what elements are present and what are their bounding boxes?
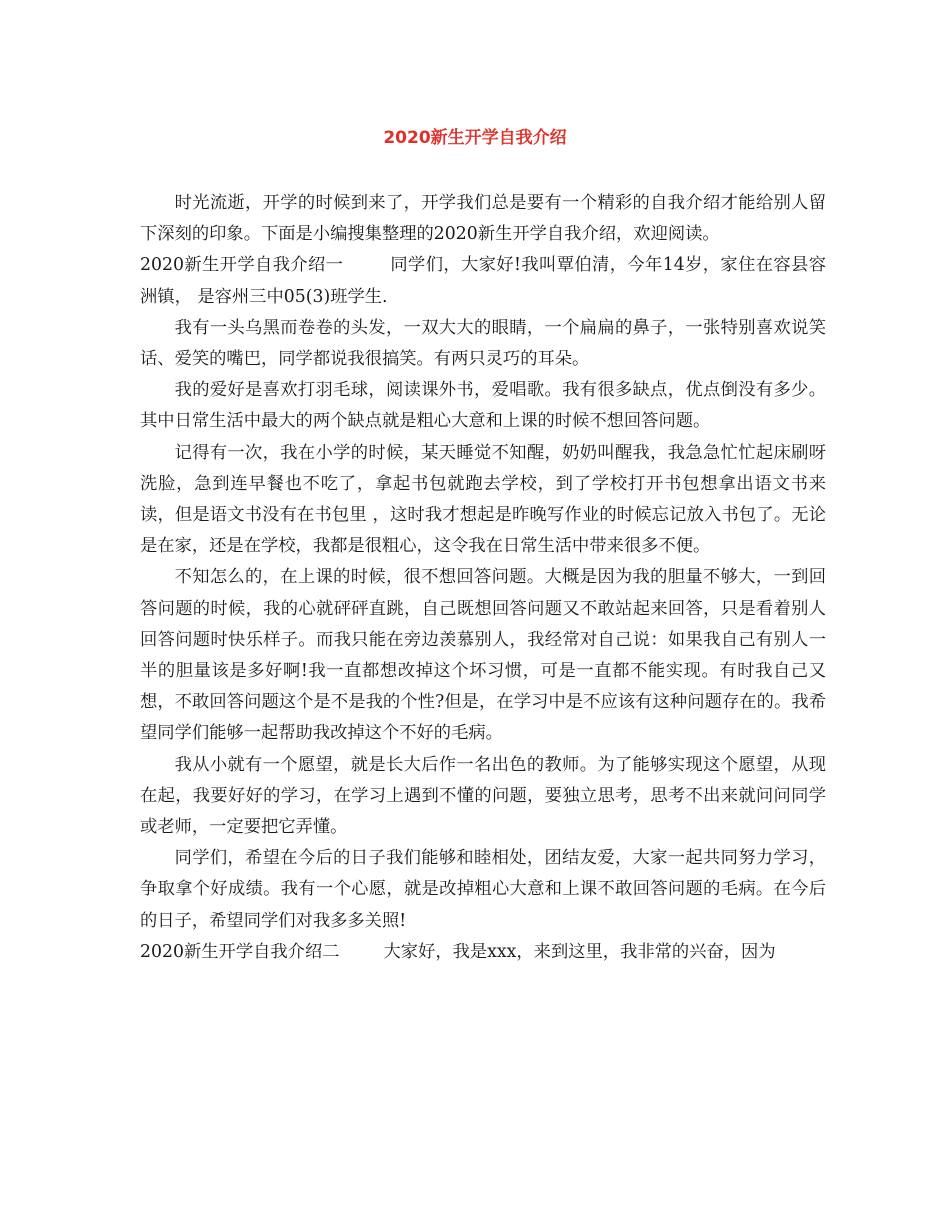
section-one-lead: 同学们，大家好!我叫覃伯清，今年14岁，家住在容县容洲镇， 是容州三中05(3)班学生.: [140, 255, 827, 307]
document-title: 2020新生开学自我介绍: [383, 128, 567, 148]
document-body: [140, 188, 826, 968]
intro-paragraph: 时光流逝，开学的时候到来了，开学我们总是要有一个精彩的自我介绍才能给别人留下深刻的印象。下面是小编搜集整理的2020新生开学自我介绍，欢迎阅读。: [140, 193, 826, 245]
body-paragraph: 我从小就有一个愿望，就是长大后作一名出色的教师。为了能够实现这个愿望，从现在起，我要好好的学习，在学习上遇到不懂的问题，要独立思考，思考不出来就问问同学或老师，一定要把它弄懂。: [140, 754, 826, 838]
body-paragraph: 记得有一次，我在小学的时候，某天睡觉不知醒，奶奶叫醒我，我急急忙忙起床刷呀洗脸，急到连早餐也不吃了，拿起书包就跑去学校，到了学校打开书包想拿出语文书来读，但是语文书没有在书包里 ，这时我才想起是昨晚写作业的时候忘记放入书包了。无论是在家，还是在学校，我都是很粗心，这令我在日常生活中带来很多不便。: [140, 442, 826, 557]
section-two-paragraph: [140, 937, 826, 968]
body-paragraph: 不知怎么的，在上课的时候，很不想回答问题。大概是因为我的胆量不够大，一到回答问题的时候，我的心就砰砰直跳，自己既想回答问题又不敢站起来回答，只是看着别人回答问题时快乐样子。而我只能在旁边羡慕别人，我经常对自己说：如果我自己有别人一半的胆量该是多好啊!我一直都想改掉这个坏习惯，可是一直都不能实现。有时我自己又想，不敢回答问题这个是不是我的个性?但是，在学习中是不应该有这种问题存在的。我希望同学们能够一起帮助我改掉这个不好的毛病。: [140, 567, 826, 744]
section-one-heading: 2020新生开学自我介绍一: [140, 255, 344, 276]
body-paragraph: 同学们，希望在今后的日子我们能够和睦相处，团结友爱，大家一起共同努力学习，争取拿个好成绩。我有一个心愿，就是改掉粗心大意和上课不敢回答问题的毛病。在今后的日子，希望同学们对我多多关照!: [140, 848, 826, 931]
section-two-lead: 大家好，我是xxx，来到这里，我非常的兴奋，因为: [383, 941, 776, 962]
body-paragraph: 我的爱好是喜欢打羽毛球，阅读课外书，爱唱歌。我有很多缺点，优点倒没有多少。其中日常生活中最大的两个缺点就是粗心大意和上课的时候不想回答问题。: [140, 380, 826, 432]
section-two-heading: 2020新生开学自我介绍二: [140, 941, 340, 962]
body-paragraph: 我有一头乌黑而卷卷的头发，一双大大的眼睛，一个扁扁的鼻子，一张特别喜欢说笑话、爱笑的嘴巴，同学都说我很搞笑。有两只灵巧的耳朵。: [140, 317, 826, 370]
section-one-paragraph: [140, 250, 826, 312]
